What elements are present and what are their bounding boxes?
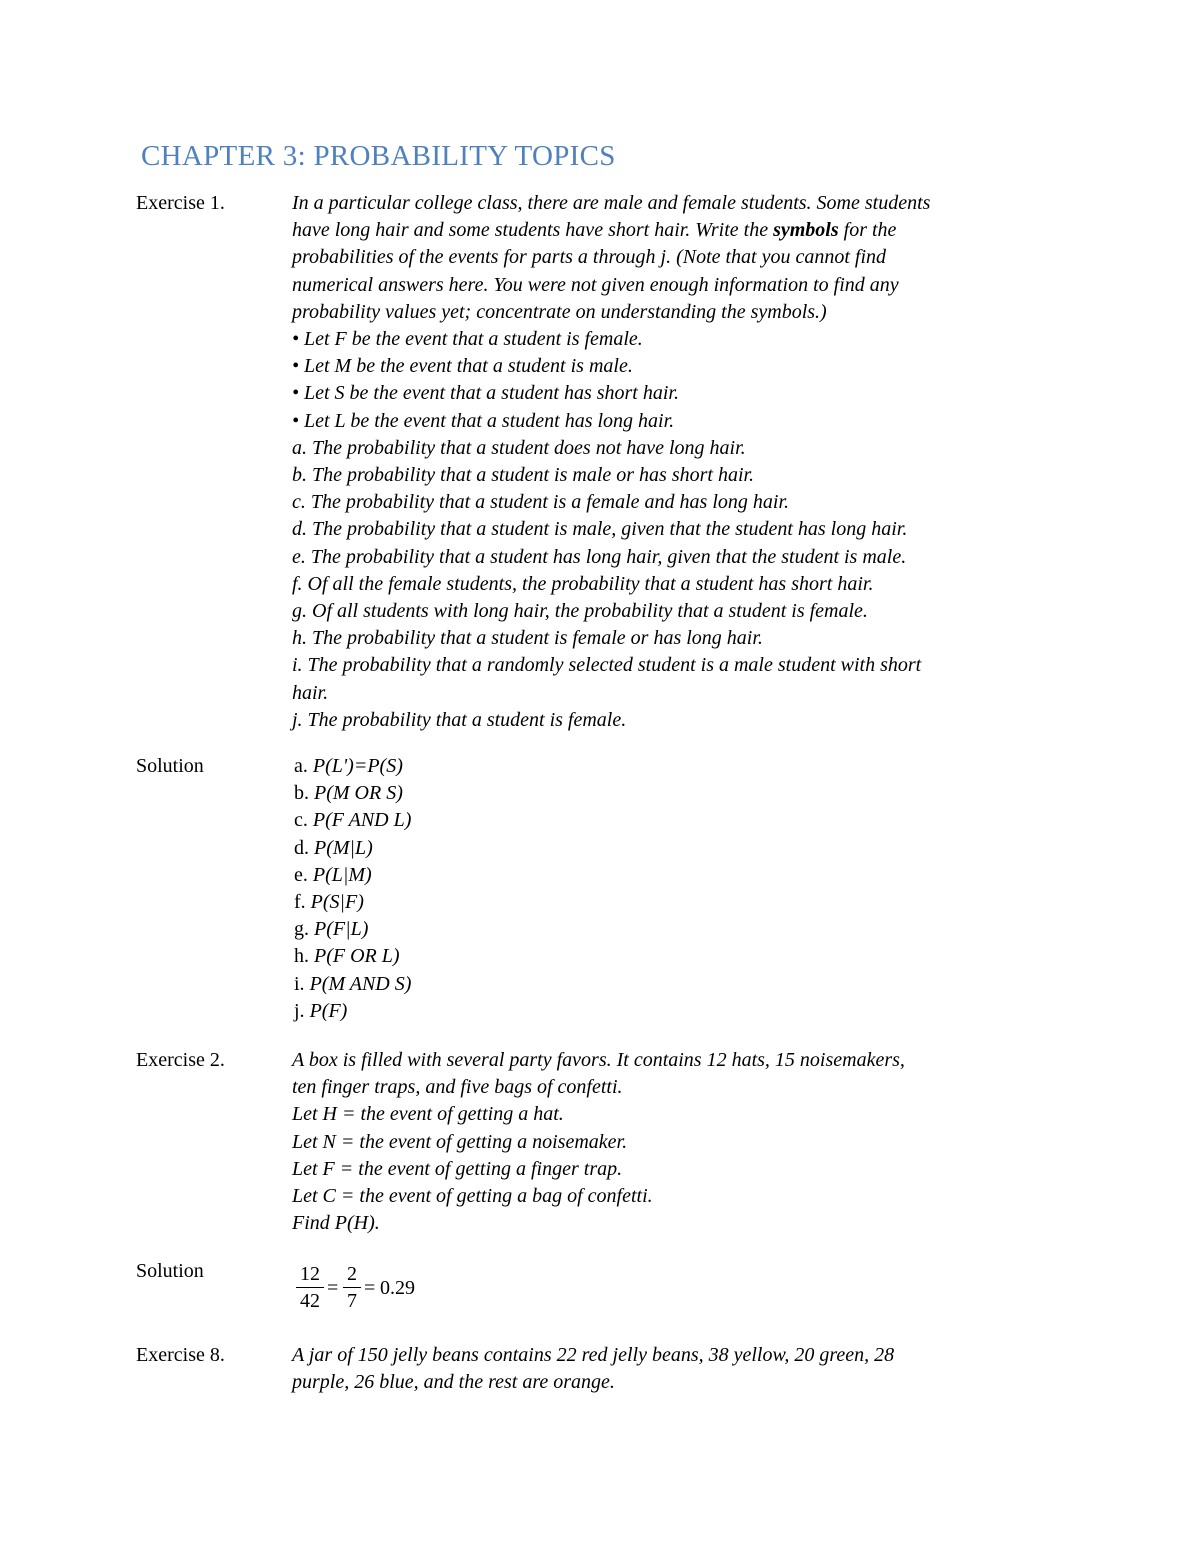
answer-line xyxy=(294,835,1074,862)
bold-symbols-word: symbols xyxy=(773,219,839,242)
answer-prefix: e. xyxy=(294,863,313,886)
exercise-1-intro-line: probability values yet; concentrate on understanding the symbols.) xyxy=(292,300,827,323)
exercise-8-line: A jar of 150 jelly beans contains 22 red jelly beans, 38 yellow, 20 green, 28 xyxy=(292,1344,895,1366)
exercise-2-label: Exercise 2. xyxy=(136,1049,225,1071)
answer-expression: P(L')=P(S) xyxy=(312,755,403,777)
answer-prefix: b. xyxy=(294,782,314,805)
exercise-1-intro-line xyxy=(292,217,1072,244)
exercise-part: i. The probability that a randomly selected student is a male student with short xyxy=(292,654,922,677)
solution-1-label: Solution xyxy=(136,755,204,777)
fraction-2-over-7 xyxy=(343,1262,361,1313)
answer-expression: P(F) xyxy=(309,999,348,1022)
exercise-part: d. The probability that a student is male, given that the student has long hair. xyxy=(292,518,908,541)
answer-line xyxy=(294,916,1074,943)
exercise-2-line: Find P(H). xyxy=(292,1212,380,1235)
exercise-1-label: Exercise 1. xyxy=(136,192,225,214)
exercise-part: j. The probability that a student is female. xyxy=(292,708,627,731)
answer-expression: P(S|F) xyxy=(310,891,364,914)
numerator: 2 xyxy=(347,1263,357,1285)
equals-sign: = xyxy=(327,1277,339,1299)
solution-1-answers xyxy=(294,753,1074,1025)
answer-prefix: c. xyxy=(294,809,313,832)
numerator: 12 xyxy=(300,1263,320,1285)
event-definition: • Let M be the event that a student is male. xyxy=(292,355,633,378)
event-definition: • Let F be the event that a student is female. xyxy=(292,328,643,351)
exercise-part: e. The probability that a student has long hair, given that the student is male. xyxy=(292,545,907,568)
answer-prefix: f. xyxy=(294,891,311,914)
exercise-8-label: Exercise 8. xyxy=(136,1344,225,1366)
answer-prefix: h. xyxy=(294,945,314,968)
equals-sign: = xyxy=(364,1277,376,1299)
answer-expression: P(L|M) xyxy=(312,863,372,886)
answer-prefix: j. xyxy=(294,999,310,1022)
exercise-1-text xyxy=(292,190,1072,734)
exercise-2-line: Let F = the event of getting a finger trap. xyxy=(292,1157,623,1180)
answer-expression: P(M|L) xyxy=(314,836,373,859)
exercise-2-line: A box is filled with several party favors. It contains 12 hats, 15 noisemakers, xyxy=(292,1049,905,1071)
exercise-2-line: ten finger traps, and five bags of confetti. xyxy=(292,1076,623,1099)
answer-line xyxy=(294,780,1074,807)
fraction-12-over-42 xyxy=(296,1262,324,1313)
exercise-2-text xyxy=(292,1047,1072,1237)
exercise-part: a. The probability that a student does not have long hair. xyxy=(292,436,746,459)
answer-expression: P(M AND S) xyxy=(309,972,412,995)
answer-line xyxy=(294,753,1074,780)
exercise-part: b. The probability that a student is male or has short hair. xyxy=(292,464,755,487)
exercise-part: hair. xyxy=(292,681,329,704)
denominator: 7 xyxy=(347,1290,357,1312)
answer-prefix: g. xyxy=(294,918,314,941)
answer-line xyxy=(294,807,1074,834)
answer-prefix: d. xyxy=(294,836,314,859)
answer-prefix: a. xyxy=(294,755,313,777)
exercise-2-line: Let N = the event of getting a noisemaker. xyxy=(292,1130,628,1153)
exercise-part: c. The probability that a student is a female and has long hair. xyxy=(292,491,790,514)
event-definition: • Let L be the event that a student has long hair. xyxy=(292,409,675,432)
answer-prefix: i. xyxy=(294,972,310,995)
exercise-2-line: Let C = the event of getting a bag of confetti. xyxy=(292,1185,653,1208)
exercise-part: g. Of all students with long hair, the probability that a student is female. xyxy=(292,600,868,623)
exercise-part: h. The probability that a student is female or has long hair. xyxy=(292,627,763,650)
answer-line xyxy=(294,862,1074,889)
text-run: have long hair and some students have short hair. Write the xyxy=(292,219,774,242)
denominator: 42 xyxy=(300,1290,320,1312)
exercise-1-intro-line: In a particular college class, there are male and female students. Some students xyxy=(292,192,931,214)
answer-line xyxy=(294,998,1074,1025)
answer-expression: P(F AND L) xyxy=(312,809,412,832)
exercise-part: f. Of all the female students, the probability that a student has short hair. xyxy=(292,572,874,595)
exercise-2-line: Let H = the event of getting a hat. xyxy=(292,1103,564,1126)
exercise-8-text xyxy=(292,1342,1072,1396)
exercise-8-line: purple, 26 blue, and the rest are orange. xyxy=(292,1371,615,1394)
exercise-1-intro-line: probabilities of the events for parts a through j. (Note that you cannot find xyxy=(292,246,887,269)
chapter-title: CHAPTER 3: PROBABILITY TOPICS xyxy=(141,140,616,172)
answer-expression: P(M OR S) xyxy=(314,782,403,805)
answer-line xyxy=(294,971,1074,998)
result-value: 0.29 xyxy=(380,1277,415,1299)
answer-line xyxy=(294,889,1074,916)
exercise-1-intro-line: numerical answers here. You were not given enough information to find any xyxy=(292,273,899,296)
answer-expression: P(F|L) xyxy=(314,918,369,941)
answer-expression: P(F OR L) xyxy=(314,945,400,968)
fraction-bar xyxy=(343,1287,361,1288)
solution-2-label: Solution xyxy=(136,1260,204,1282)
event-definition: • Let S be the event that a student has short hair. xyxy=(292,382,679,405)
fraction-bar xyxy=(296,1287,324,1288)
text-run: for the xyxy=(838,219,897,242)
answer-line xyxy=(294,943,1074,970)
